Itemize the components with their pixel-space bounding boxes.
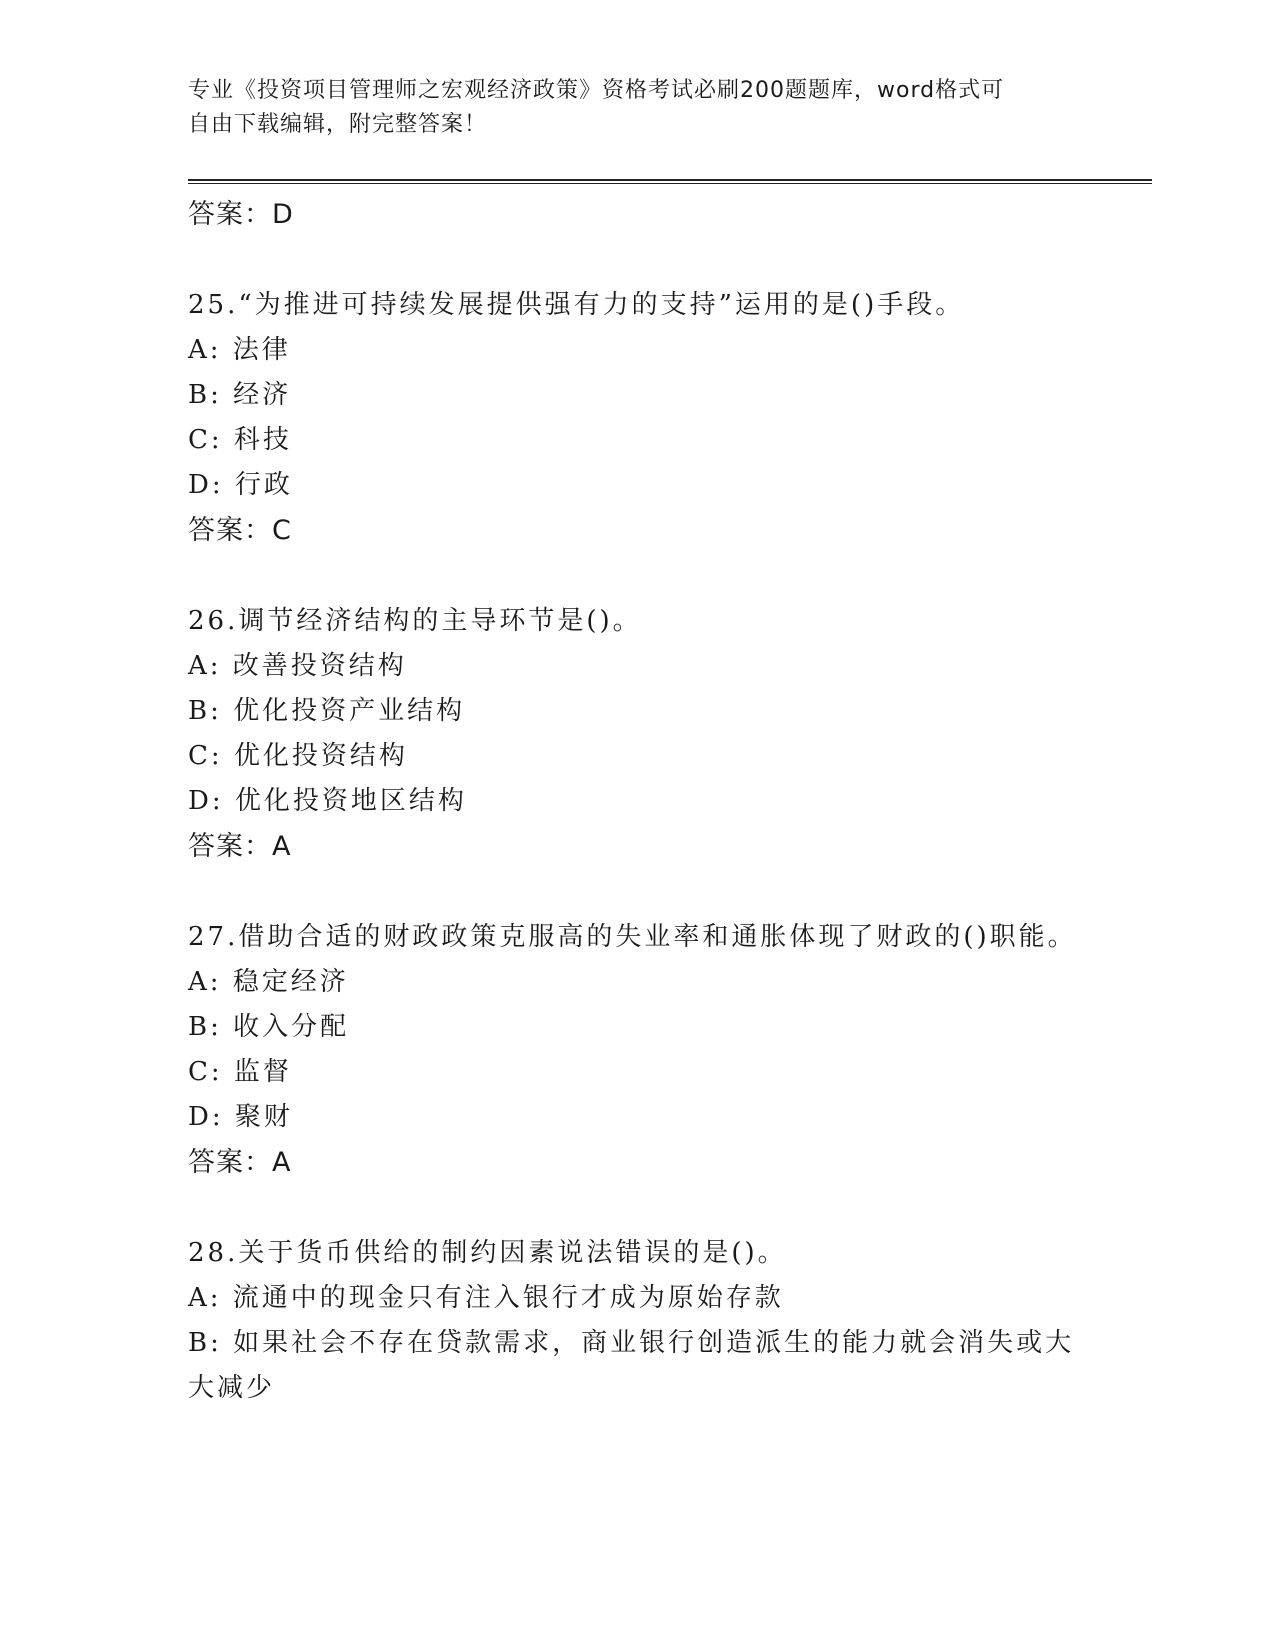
option-a: A: 流通中的现金只有注入银行才成为原始存款: [188, 1283, 784, 1313]
option-a: A: 法律: [188, 335, 291, 365]
question-stem: 26.调节经济结构的主导环节是()。: [188, 606, 642, 636]
option-b: B: 如果社会不存在贷款需求，商业银行创造派生的能力就会消失或大大减少: [188, 1328, 1075, 1403]
option-c: C: 科技: [188, 425, 292, 455]
question-26: [188, 599, 1088, 869]
option-a: A: 改善投资结构: [188, 651, 407, 681]
question-stem: 25.“为推进可持续发展提供强有力的支持”运用的是()手段。: [188, 290, 965, 320]
question-27: [188, 915, 1088, 1185]
answer-line: 答案：C: [188, 515, 292, 546]
question-stem: 28.关于货币供给的制约因素说法错误的是()。: [188, 1238, 787, 1268]
header-line-2: 自由下载编辑，附完整答案！: [188, 112, 488, 137]
option-c: C: 监督: [188, 1057, 292, 1087]
option-b: B: 优化投资产业结构: [188, 696, 466, 726]
option-c: C: 优化投资结构: [188, 741, 408, 771]
header-divider-top: [188, 179, 1152, 181]
answer-line: 答案：A: [188, 831, 292, 862]
question-stem: 27.借助合适的财政政策克服高的失业率和通胀体现了财政的()职能。: [188, 922, 1077, 952]
answer-line: 答案：D: [188, 199, 294, 230]
option-a: A: 稳定经济: [188, 967, 349, 997]
question-25: [188, 283, 1088, 553]
option-b: B: 收入分配: [188, 1012, 350, 1042]
option-d: D: 优化投资地区结构: [188, 786, 467, 816]
question-28: [188, 1231, 1088, 1411]
header-divider-bottom: [188, 183, 1152, 184]
header-line-1: 专业《投资项目管理师之宏观经济政策》资格考试必刷200题题库，word格式可: [188, 78, 1005, 103]
document-header: [188, 74, 1068, 142]
option-b: B: 经济: [188, 380, 292, 410]
option-d: D: 行政: [188, 470, 293, 500]
option-d: D: 聚财: [188, 1102, 293, 1132]
answer-line: 答案：A: [188, 1147, 292, 1178]
question-list: [188, 192, 1088, 1411]
